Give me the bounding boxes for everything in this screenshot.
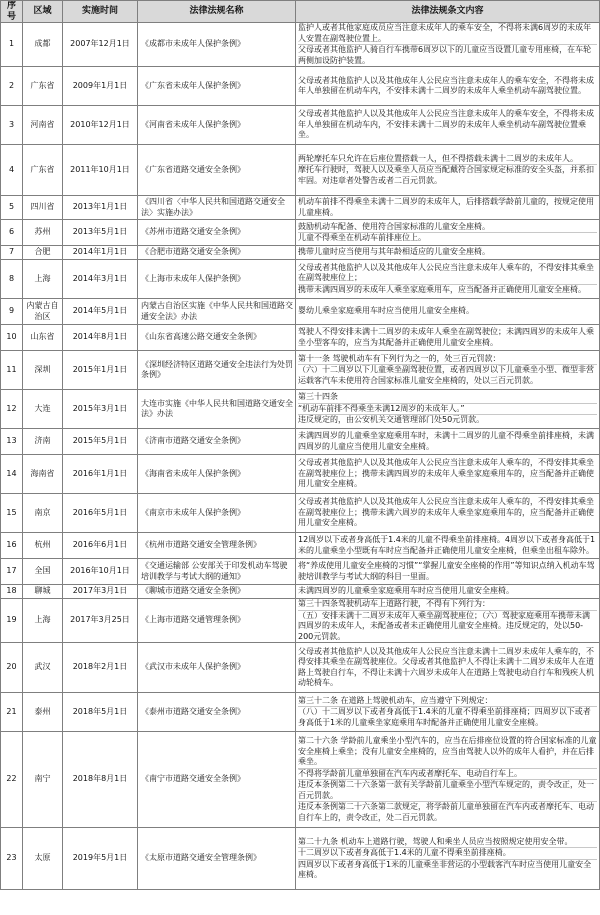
table-row: [1, 533, 600, 559]
row-no: 11: [1, 351, 23, 390]
row-region: 深圳: [23, 351, 63, 390]
table-row: [1, 325, 600, 351]
row-region: 济南: [23, 429, 63, 455]
table-row: [1, 599, 600, 643]
row-date: 2010年12月1日: [63, 106, 138, 145]
content-line: 携带未满四周岁的未成年人乘坐家庭乘用车，应当配备并正确使用儿童安全座椅。: [298, 284, 586, 294]
row-law-name: 《苏州市道路交通安全条例》: [138, 220, 296, 246]
table-row: [1, 246, 600, 260]
content-line: （五）安排未满十二周岁未成年人乘坐副驾驶座位；（六）驾驶家庭乘用车携带未满四周岁的未成年人，未配备或者未正确使用儿童安全座椅。违反规定的，处以50-200元罚款。: [298, 610, 590, 641]
row-law-name: 《上海市道路交通管理条例》: [138, 599, 296, 643]
content-line: 不得将学龄前儿童单独留在汽车内或者摩托车、电动自行车上。: [298, 769, 597, 781]
row-date: 2007年12月1日: [63, 23, 138, 67]
content-line: 父母或者其他监护人以及其他成年人公民应当注意未成年人乘车的，不得安排其乘坐在副驾驶座位上；: [298, 263, 597, 285]
row-law-name: 大连市实施《中华人民共和国道路交通安全法》办法: [138, 390, 296, 429]
content-line: 驾驶人不得安排未满十二周岁的未成年人乘坐在副驾驶位；未满四周岁的未成年人乘坐小型客车的，应当为其配备并正确使用儿童安全座椅。: [298, 327, 594, 347]
header-row: [1, 1, 600, 23]
row-law-name: 《聊城市道路交通安全条例》: [138, 585, 296, 599]
row-region: 广东省: [23, 145, 63, 196]
content-line: “机动车前排不得乘坐未满12周岁的未成年人。”: [298, 404, 597, 416]
table-row: [1, 23, 600, 67]
table-row: [1, 429, 600, 455]
row-date: 2014年3月1日: [63, 260, 138, 299]
content-line: 第二十六条 学龄前儿童乘坐小型汽车的，应当在后排座位设置的符合国家标准的儿童安全座椅上乘坐；没有儿童安全座椅的，应当由驾驶人以外的成年人看护，并在后排乘坐。: [298, 736, 597, 769]
row-date: 2013年5月1日: [63, 220, 138, 246]
row-date: 2016年5月1日: [63, 494, 138, 533]
table-row: [1, 299, 600, 325]
row-no: 14: [1, 455, 23, 494]
content-line: 父母或者其他监护人以及其他成年人公民应当注意未成年人的乘车安全，不得将未成年人单独留在机动车内，不安排未满十二周岁的未成年人乘坐机动车副驾驶位置乘坐。: [298, 109, 594, 140]
table-row: [1, 145, 600, 196]
row-date: 2016年1月1日: [63, 455, 138, 494]
header-date: 实施时间: [63, 1, 138, 23]
table-row: [1, 494, 600, 533]
row-law-name: 《济南市道路交通安全条例》: [138, 429, 296, 455]
row-no: 13: [1, 429, 23, 455]
row-law-name: 《太原市道路交通安全管理条例》: [138, 828, 296, 890]
row-content: [296, 260, 600, 299]
row-region: 上海: [23, 599, 63, 643]
content-line: 第十一条 驾驶机动车有下列行为之一的，处三百元罚款：: [298, 354, 597, 366]
row-law-name: 《广东省未成年人保护条例》: [138, 67, 296, 106]
row-no: 3: [1, 106, 23, 145]
row-no: 19: [1, 599, 23, 643]
content-line: 将“养成使用儿童安全座椅的习惯”“掌握儿童安全座椅的作用”等知识点纳入机动车驾驶培训教学与考试大纲的科目一里面。: [298, 561, 595, 581]
content-line: （八）十二周岁以下或者身高低于1.4米的儿童不得乘坐前排座椅；四周岁以下或者身高低于1米的儿童乘坐家庭乘用车时配备并正确使用儿童安全座椅。: [298, 707, 591, 727]
header-no: 序号: [1, 1, 23, 23]
table-row: [1, 455, 600, 494]
content-line: 鼓励机动车配备、使用符合国家标准的儿童安全座椅。: [298, 222, 597, 234]
header-region: 区域: [23, 1, 63, 23]
row-content: [296, 145, 600, 196]
table-row: [1, 390, 600, 429]
row-content: [296, 196, 600, 220]
row-region: 苏州: [23, 220, 63, 246]
content-line: （六）十二周岁以下儿童乘坐副驾驶位置，或者四周岁以下儿童乘坐小型、微型非营运载客汽车未使用符合国家标准儿童安全座椅的，处以三百元罚款。: [298, 365, 594, 385]
row-region: 南宁: [23, 732, 63, 828]
row-content: [296, 429, 600, 455]
row-no: 10: [1, 325, 23, 351]
content-line: 机动车前排不得乘坐未满十二周岁的未成年人，后排搭载学龄前儿童的，按规定使用儿童座椅。: [298, 197, 594, 217]
content-line: 婴幼儿乘坐家庭乘用车时应当使用儿童安全座椅。: [298, 306, 474, 316]
row-content: [296, 643, 600, 693]
row-content: [296, 220, 600, 246]
row-no: 8: [1, 260, 23, 299]
content-line: 父母或者其他监护人骑自行车携带6周岁以下的儿童应当设置儿童专用座椅，在车轮两侧加设防护装置。: [298, 45, 592, 65]
row-date: 2017年3月25日: [63, 599, 138, 643]
row-no: 16: [1, 533, 23, 559]
row-content: [296, 732, 600, 828]
content-line: 监护人或者其他家庭成员应当注意未成年人的乘车安全，不得将未满6周岁的未成年人安置在副驾驶位置上。: [298, 23, 597, 45]
content-line: 未满四周岁的儿童乘坐家庭乘用车时，未满十二周岁的儿童不得乘坐前排座椅，未满四周岁的儿童应当使用儿童安全座椅。: [298, 431, 594, 451]
row-law-name: 《广东省道路交通安全条例》: [138, 145, 296, 196]
content-line: 未满四周岁的儿童乘坐家庭乘用车时应当使用儿童安全座椅。: [298, 586, 514, 596]
content-line: 十二周岁以下或者身高低于1.4米的儿童不得乘坐前排座椅。: [298, 848, 597, 860]
row-region: 河南省: [23, 106, 63, 145]
content-line: 两轮摩托车只允许在后座位置搭载一人，但不得搭载未满十二周岁的未成年人。: [298, 154, 597, 166]
row-date: 2011年10月1日: [63, 145, 138, 196]
row-no: 2: [1, 67, 23, 106]
row-content: [296, 351, 600, 390]
row-law-name: 《武汉市未成年人保护条例》: [138, 643, 296, 693]
row-law-name: 《交通运输部 公安部关于印发机动车驾驶培训教学与考试大纲的通知》: [138, 559, 296, 585]
row-no: 18: [1, 585, 23, 599]
row-no: 20: [1, 643, 23, 693]
content-line: 12周岁以下或者身高低于1.4米的儿童不得乘坐前排座椅。4周岁以下或者身高低于1米的儿童乘坐小型既有车时应当配备并正确使用儿童安全座椅，但乘坐出租车除外。: [298, 535, 596, 555]
content-line: 四周岁以下或者身高低于1米的儿童乘坐非营运的小型载客汽车时应当使用儿童安全座椅。: [298, 859, 592, 879]
row-no: 22: [1, 732, 23, 828]
row-content: [296, 246, 600, 260]
row-region: 杭州: [23, 533, 63, 559]
content-line: 违反本条例第二十六条第一款有关学龄前儿童乘坐小型汽车规定的，责令改正，处一百元罚款。: [298, 780, 597, 802]
row-content: [296, 106, 600, 145]
row-no: 15: [1, 494, 23, 533]
row-no: 5: [1, 196, 23, 220]
row-region: 山东省: [23, 325, 63, 351]
row-law-name: 《四川省〈中华人民共和国道路交通安全法〉实施办法》: [138, 196, 296, 220]
row-region: 成都: [23, 23, 63, 67]
row-content: [296, 299, 600, 325]
row-content: [296, 585, 600, 599]
row-date: 2018年5月1日: [63, 693, 138, 732]
row-law-name: 《合肥市道路交通安全条例》: [138, 246, 296, 260]
row-date: 2015年5月1日: [63, 429, 138, 455]
row-law-name: 《上海市未成年人保护条例》: [138, 260, 296, 299]
row-date: 2018年2月1日: [63, 643, 138, 693]
row-law-name: 《海南省未成年人保护条例》: [138, 455, 296, 494]
row-no: 6: [1, 220, 23, 246]
content-line: 父母或者其他监护人以及其他成年人公民应当注意未满十二周岁未成年人乘车的，不得安排其乘坐在副驾驶座位。父母或者其他监护人不得让未满十二周岁未成年人在道路上驾驶自行车，不得让未满十六周岁未成年人在道路上驾驶电动自行车和残疾人机动轮椅车。: [298, 646, 594, 687]
row-no: 7: [1, 246, 23, 260]
row-date: 2015年1月1日: [63, 351, 138, 390]
row-no: 12: [1, 390, 23, 429]
row-no: 4: [1, 145, 23, 196]
row-no: 17: [1, 559, 23, 585]
row-region: 四川省: [23, 196, 63, 220]
row-law-name: 《泰州市道路交通安全条例》: [138, 693, 296, 732]
row-content: [296, 455, 600, 494]
row-no: 23: [1, 828, 23, 890]
row-law-name: 《河南省未成年人保护条例》: [138, 106, 296, 145]
content-line: 第三十二条 在道路上驾驶机动车，应当遵守下列规定：: [298, 696, 597, 708]
row-date: 2014年1月1日: [63, 246, 138, 260]
row-date: 2014年8月1日: [63, 325, 138, 351]
row-content: [296, 693, 600, 732]
row-date: 2014年5月1日: [63, 299, 138, 325]
content-line: 携带儿童时应当使用与其年龄相适应的儿童安全座椅。: [298, 247, 490, 257]
table-row: [1, 732, 600, 828]
row-region: 聊城: [23, 585, 63, 599]
table-row: [1, 585, 600, 599]
content-line: 摩托车行驶时，驾驶人以及乘坐人员应当配戴符合国家规定标准的安全头盔，并系扣牢固。对违章者处警告或者二百元罚款。: [298, 165, 594, 185]
row-date: 2017年3月1日: [63, 585, 138, 599]
table-row: [1, 643, 600, 693]
row-region: 南京: [23, 494, 63, 533]
content-line: 父母或者其他监护人以及其他成年人公民应当注意未成年人乘车的，不得安排其乘坐在副驾驶座位上；携带未满六周岁的未成年人乘坐家庭乘用车的，应当配备并正确使用儿童安全座椅。: [298, 497, 594, 528]
table-row: [1, 67, 600, 106]
row-date: 2015年3月1日: [63, 390, 138, 429]
row-content: [296, 23, 600, 67]
row-content: [296, 559, 600, 585]
header-content: 法律法规条文内容: [296, 1, 600, 23]
table-row: [1, 106, 600, 145]
content-line: 父母或者其他监护人以及其他成年人公民应当注意未成年人乘车的，不得安排其乘坐在副驾驶座位上；携带未满四周岁的未成年人乘坐家庭乘用车的，应当配备并正确使用儿童安全座椅。: [298, 458, 594, 489]
content-line: 违反规定的，由公安机关交通管理部门处50元罚款。: [298, 415, 485, 425]
row-no: 9: [1, 299, 23, 325]
content-line: 第三十四条: [298, 392, 597, 404]
row-region: 合肥: [23, 246, 63, 260]
row-content: [296, 67, 600, 106]
row-region: 上海: [23, 260, 63, 299]
row-region: 泰州: [23, 693, 63, 732]
row-law-name: 《南京市未成年人保护条例》: [138, 494, 296, 533]
row-content: [296, 599, 600, 643]
row-date: 2016年10月1日: [63, 559, 138, 585]
content-line: 第二十九条 机动车上道路行驶，驾驶人和乘坐人员应当按照规定使用安全带。: [298, 837, 597, 849]
row-law-name: 《南宁市道路交通安全条例》: [138, 732, 296, 828]
row-content: [296, 533, 600, 559]
table-row: [1, 559, 600, 585]
row-content: [296, 390, 600, 429]
table-row: [1, 828, 600, 890]
row-date: 2009年1月1日: [63, 67, 138, 106]
row-date: 2013年1月1日: [63, 196, 138, 220]
row-region: 内蒙古自治区: [23, 299, 63, 325]
row-law-name: 《成都市未成年人保护条例》: [138, 23, 296, 67]
row-date: 2019年5月1日: [63, 828, 138, 890]
row-region: 太原: [23, 828, 63, 890]
row-region: 大连: [23, 390, 63, 429]
row-date: 2016年6月1日: [63, 533, 138, 559]
row-region: 广东省: [23, 67, 63, 106]
table-row: [1, 693, 600, 732]
row-law-name: 《山东省高速公路交通安全条例》: [138, 325, 296, 351]
table-row: [1, 351, 600, 390]
row-region: 海南省: [23, 455, 63, 494]
header-law: 法律法规名称: [138, 1, 296, 23]
row-content: [296, 325, 600, 351]
row-date: 2018年8月1日: [63, 732, 138, 828]
table-row: [1, 196, 600, 220]
row-content: [296, 494, 600, 533]
row-no: 21: [1, 693, 23, 732]
table-row: [1, 220, 600, 246]
row-law-name: 《深圳经济特区道路交通安全违法行为处罚条例》: [138, 351, 296, 390]
row-law-name: 内蒙古自治区实施《中华人民共和国道路交通安全法》办法: [138, 299, 296, 325]
table-row: [1, 260, 600, 299]
row-no: 1: [1, 23, 23, 67]
row-content: [296, 828, 600, 890]
content-line: 第三十四条驾驶机动车上道路行驶，不得有下列行为：: [298, 599, 597, 611]
content-line: 父母或者其他监护人以及其他成年人公民应当注意未成年人的乘车安全，不得将未成年人单独留在机动车内，不安排未满十二周岁的未成年人乘坐机动车副驾驶位置。: [298, 75, 594, 95]
row-law-name: 《杭州市道路交通安全管理条例》: [138, 533, 296, 559]
row-region: 全国: [23, 559, 63, 585]
row-region: 武汉: [23, 643, 63, 693]
content-line: 儿童不得乘坐在机动车前排座位上。: [298, 233, 426, 242]
content-line: 违反本条例第二十六条第二款规定，将学龄前儿童单独留在汽车内或者摩托车、电动自行车上的，责令改正，处二百元罚款。: [298, 802, 594, 822]
